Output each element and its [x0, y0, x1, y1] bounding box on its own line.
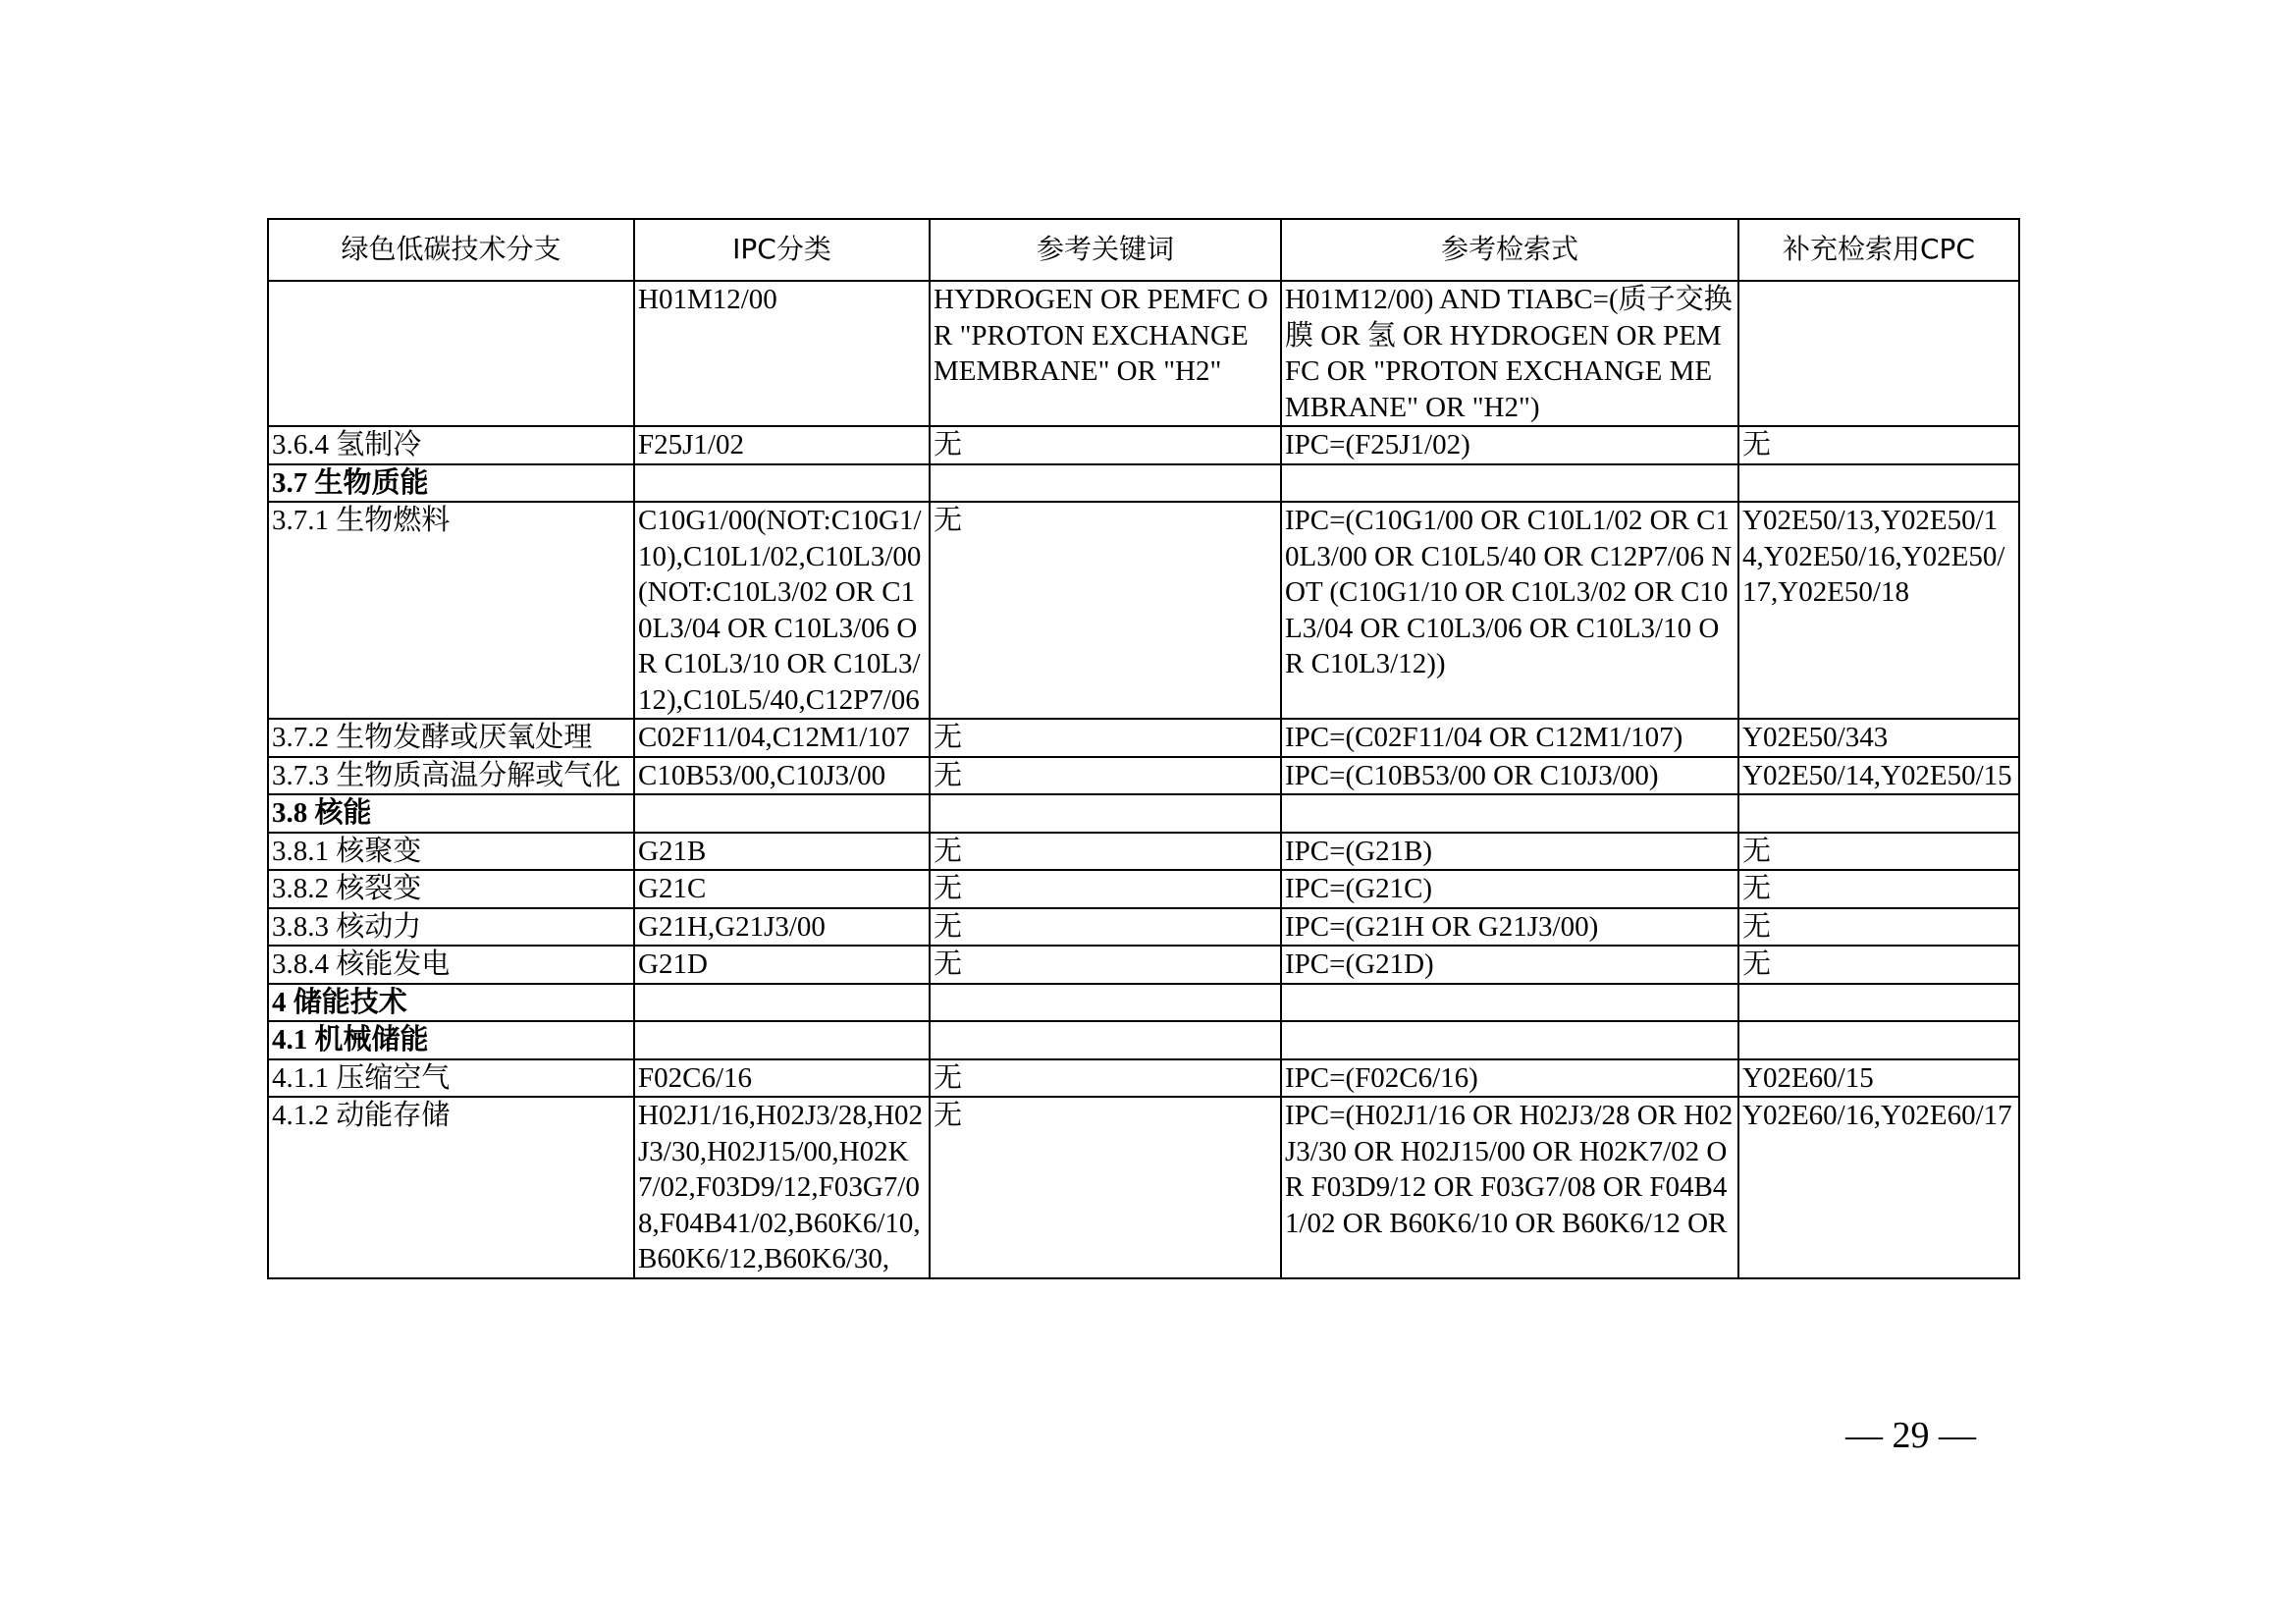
- cell-query: [1281, 984, 1738, 1022]
- cell-cpc: [1738, 984, 2019, 1022]
- cell-ipc: G21C: [634, 870, 930, 908]
- cell-keywords: 无: [930, 870, 1281, 908]
- section-heading: 3.7 生物质能: [268, 464, 634, 503]
- cell-keywords: [930, 1021, 1281, 1059]
- cell-branch: 3.7.2 生物发酵或厌氧处理: [268, 719, 634, 757]
- cell-ipc: F25J1/02: [634, 426, 930, 464]
- cell-branch: [268, 281, 634, 426]
- cell-ipc: [634, 464, 930, 503]
- cell-keywords: 无: [930, 757, 1281, 795]
- cell-branch: 3.8.2 核裂变: [268, 870, 634, 908]
- header-cpc: 补充检索用CPC: [1738, 219, 2019, 281]
- cell-query: IPC=(F25J1/02): [1281, 426, 1738, 464]
- cell-ipc: [634, 1021, 930, 1059]
- cell-query: IPC=(C10G1/00 OR C10L1/02 OR C10L3/00 OR C10L5/40 OR C12P7/06 NOT (C10G1/10 OR C10L3/02 OR C10L3/04 OR C10L3/06 OR C10L3/10 OR C10L3/12)): [1281, 502, 1738, 719]
- table-row: [268, 719, 2019, 757]
- section-heading: 3.8 核能: [268, 794, 634, 833]
- cell-ipc: [634, 984, 930, 1022]
- cell-query: [1281, 794, 1738, 833]
- cell-ipc: C10G1/00(NOT:C10G1/10),C10L1/02,C10L3/00(NOT:C10L3/02 OR C10L3/04 OR C10L3/06 OR C10L3/10 OR C10L3/12),C10L5/40,C12P7/06: [634, 502, 930, 719]
- cell-query: IPC=(H02J1/16 OR H02J3/28 OR H02J3/30 OR H02J15/00 OR H02K7/02 OR F03D9/12 OR F03G7/08 OR F04B41/02 OR B60K6/10 OR B60K6/12 OR: [1281, 1097, 1738, 1278]
- cell-cpc: 无: [1738, 946, 2019, 984]
- cell-cpc: Y02E60/16,Y02E60/17: [1738, 1097, 2019, 1278]
- cell-branch: 3.6.4 氢制冷: [268, 426, 634, 464]
- cell-keywords: HYDROGEN OR PEMFC OR "PROTON EXCHANGE MEMBRANE" OR "H2": [930, 281, 1281, 426]
- cell-keywords: 无: [930, 1097, 1281, 1278]
- cell-ipc: H01M12/00: [634, 281, 930, 426]
- cell-ipc: [634, 794, 930, 833]
- cell-ipc: G21H,G21J3/00: [634, 908, 930, 947]
- cell-ipc: H02J1/16,H02J3/28,H02J3/30,H02J15/00,H02K7/02,F03D9/12,F03G7/08,F04B41/02,B60K6/10,B60K6/12,B60K6/30,: [634, 1097, 930, 1278]
- cell-query: [1281, 1021, 1738, 1059]
- table-row: [268, 502, 2019, 719]
- cell-branch: 3.8.3 核动力: [268, 908, 634, 947]
- table-row: [268, 946, 2019, 984]
- cell-query: H01M12/00) AND TIABC=(质子交换膜 OR 氢 OR HYDROGEN OR PEMFC OR "PROTON EXCHANGE MEMBRANE" OR "H2"): [1281, 281, 1738, 426]
- header-ipc: IPC分类: [634, 219, 930, 281]
- section-heading: 4.1 机械储能: [268, 1021, 634, 1059]
- table-row: [268, 908, 2019, 947]
- cell-cpc: Y02E50/14,Y02E50/15: [1738, 757, 2019, 795]
- cell-cpc: [1738, 794, 2019, 833]
- header-branch: 绿色低碳技术分支: [268, 219, 634, 281]
- cell-ipc: F02C6/16: [634, 1059, 930, 1098]
- cell-cpc: 无: [1738, 426, 2019, 464]
- cell-ipc: C10B53/00,C10J3/00: [634, 757, 930, 795]
- header-query: 参考检索式: [1281, 219, 1738, 281]
- cell-query: IPC=(C02F11/04 OR C12M1/107): [1281, 719, 1738, 757]
- cell-branch: 3.8.1 核聚变: [268, 833, 634, 871]
- cell-cpc: [1738, 281, 2019, 426]
- page-number: — 29 —: [1845, 1415, 1976, 1456]
- cell-keywords: 无: [930, 1059, 1281, 1098]
- table-row: [268, 1059, 2019, 1098]
- cell-cpc: Y02E60/15: [1738, 1059, 2019, 1098]
- table-row: [268, 757, 2019, 795]
- cell-query: [1281, 464, 1738, 503]
- table-row: [268, 281, 2019, 426]
- table-row: [268, 870, 2019, 908]
- section-row: [268, 464, 2019, 503]
- section-row: [268, 1021, 2019, 1059]
- cell-cpc: [1738, 464, 2019, 503]
- cell-keywords: 无: [930, 833, 1281, 871]
- cell-branch: 3.7.1 生物燃料: [268, 502, 634, 719]
- cell-query: IPC=(G21B): [1281, 833, 1738, 871]
- classification-table: [267, 218, 2020, 1279]
- cell-cpc: 无: [1738, 870, 2019, 908]
- cell-branch: 3.7.3 生物质高温分解或气化: [268, 757, 634, 795]
- cell-keywords: 无: [930, 426, 1281, 464]
- cell-keywords: 无: [930, 946, 1281, 984]
- cell-query: IPC=(G21C): [1281, 870, 1738, 908]
- table-row: [268, 426, 2019, 464]
- cell-cpc: [1738, 1021, 2019, 1059]
- cell-query: IPC=(G21D): [1281, 946, 1738, 984]
- cell-keywords: 无: [930, 719, 1281, 757]
- cell-cpc: 无: [1738, 908, 2019, 947]
- table-row: [268, 1097, 2019, 1278]
- table-row: [268, 833, 2019, 871]
- cell-query: IPC=(G21H OR G21J3/00): [1281, 908, 1738, 947]
- section-row: [268, 984, 2019, 1022]
- cell-keywords: [930, 464, 1281, 503]
- section-heading: 4 储能技术: [268, 984, 634, 1022]
- cell-branch: 3.8.4 核能发电: [268, 946, 634, 984]
- cell-cpc: 无: [1738, 833, 2019, 871]
- cell-keywords: 无: [930, 502, 1281, 719]
- cell-query: IPC=(F02C6/16): [1281, 1059, 1738, 1098]
- cell-keywords: [930, 794, 1281, 833]
- header-keywords: 参考关键词: [930, 219, 1281, 281]
- cell-cpc: Y02E50/343: [1738, 719, 2019, 757]
- cell-ipc: G21B: [634, 833, 930, 871]
- cell-branch: 4.1.1 压缩空气: [268, 1059, 634, 1098]
- cell-cpc: Y02E50/13,Y02E50/14,Y02E50/16,Y02E50/17,Y02E50/18: [1738, 502, 2019, 719]
- cell-keywords: 无: [930, 908, 1281, 947]
- cell-branch: 4.1.2 动能存储: [268, 1097, 634, 1278]
- section-row: [268, 794, 2019, 833]
- table-header-row: [268, 219, 2019, 281]
- cell-keywords: [930, 984, 1281, 1022]
- cell-ipc: C02F11/04,C12M1/107: [634, 719, 930, 757]
- cell-query: IPC=(C10B53/00 OR C10J3/00): [1281, 757, 1738, 795]
- cell-ipc: G21D: [634, 946, 930, 984]
